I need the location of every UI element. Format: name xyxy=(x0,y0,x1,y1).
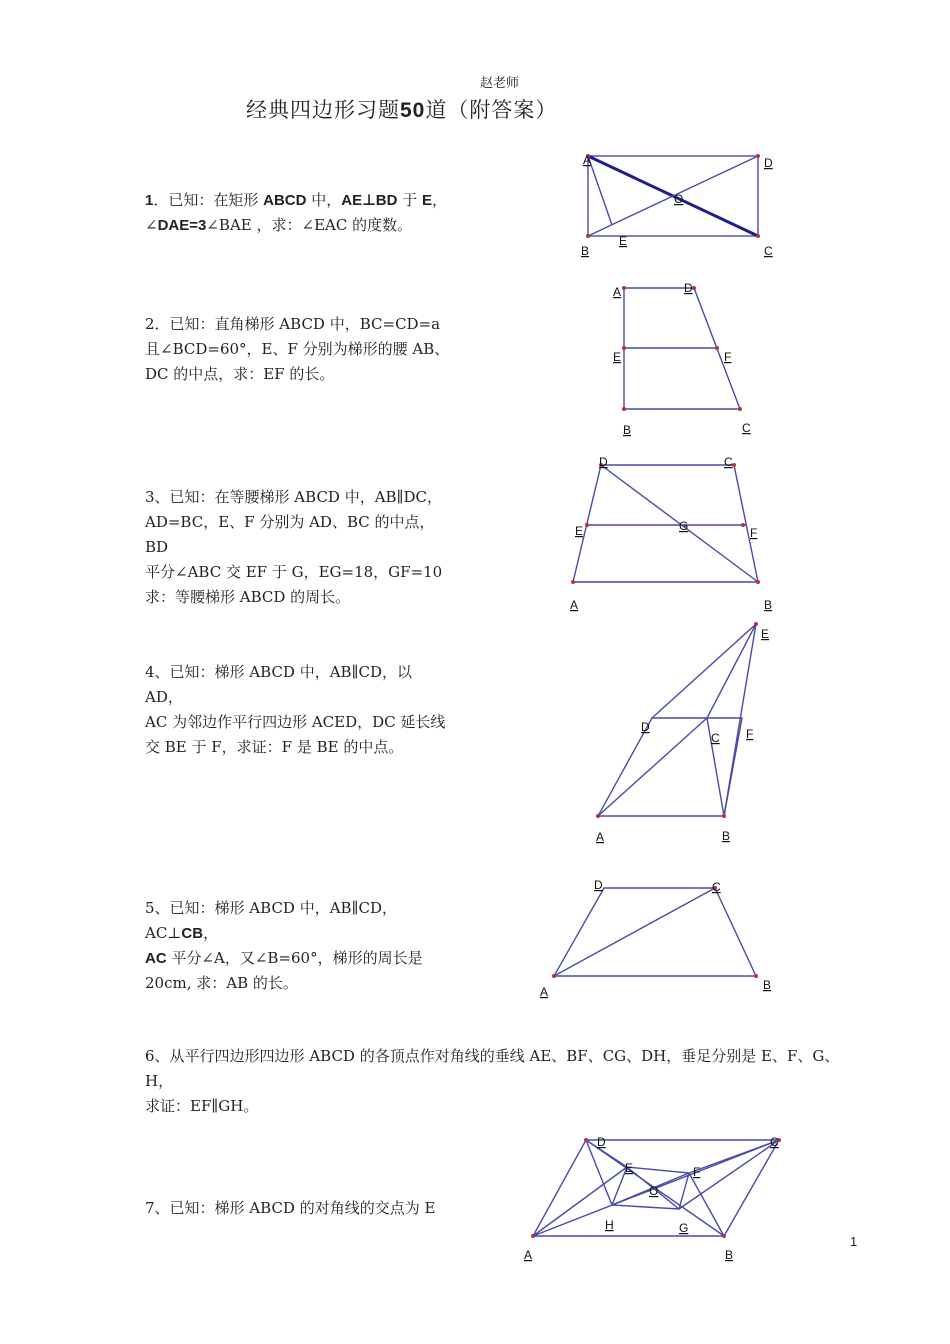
label-e: E xyxy=(761,627,770,641)
label-b: B xyxy=(764,598,773,612)
label-f: F xyxy=(693,1165,701,1179)
label-c: C xyxy=(711,731,720,745)
label-o: O xyxy=(674,192,684,206)
point xyxy=(584,1138,588,1142)
label-a: A xyxy=(613,285,622,299)
label-f: F xyxy=(750,526,758,540)
title-suffix: 道（附答案） xyxy=(425,98,558,122)
label-d: D xyxy=(684,281,693,295)
segment-fc xyxy=(689,1140,779,1173)
label-a: A xyxy=(583,153,592,167)
problem-1: 1．已知：在矩形 ABCD 中，AE⊥BD 于 E， ∠DAE=3∠BAE ，求：∠EAC 的度数。 xyxy=(145,191,448,234)
problem-2: 2．已知：直角梯形 ABCD 中，BC=CD=a 且∠BCD=60°，E、F 分别为梯形的腰 AB、 DC 的中点，求：EF 的长。 xyxy=(145,315,450,383)
label-c: C xyxy=(764,244,773,258)
label-c: C xyxy=(770,1135,779,1149)
label-b: B xyxy=(581,244,590,258)
label-g: G xyxy=(679,519,689,533)
label-b: B xyxy=(763,978,772,992)
label-a: A xyxy=(596,830,605,844)
point xyxy=(722,1234,726,1238)
point xyxy=(531,1234,535,1238)
author-name: 赵老师 xyxy=(480,76,520,91)
label-d: D xyxy=(599,455,608,469)
label-a: A xyxy=(524,1248,533,1262)
label-h: H xyxy=(605,1218,614,1232)
label-c: C xyxy=(724,455,733,469)
label-d: D xyxy=(764,156,773,170)
problem-6: 6、从平行四边形四边形 ABCD 的各顶点作对角线的垂线 AE、BF、CG、DH，垂足分别是 E、F、G、H， 求证：EF∥GH。 xyxy=(145,1047,840,1115)
label-o: O xyxy=(649,1184,659,1198)
label-c: C xyxy=(742,421,751,435)
label-d: D xyxy=(641,720,650,734)
segment-bf xyxy=(689,1173,724,1236)
label-e: E xyxy=(619,234,628,248)
label-e: E xyxy=(613,350,622,364)
label-b: B xyxy=(623,423,632,437)
problem-7: 7、已知：梯形 ABCD 的对角线的交点为 E xyxy=(145,1199,436,1217)
label-a: A xyxy=(540,985,549,999)
label-f: F xyxy=(746,727,754,741)
label-e: E xyxy=(575,524,584,538)
title-number: 50 xyxy=(400,99,426,122)
label-b: B xyxy=(722,829,731,843)
label-g: G xyxy=(679,1221,689,1235)
label-c: C xyxy=(712,880,721,894)
problem-3: 3、已知：在等腰梯形 ABCD 中，AB∥DC， AD=BC，E、F 分别为 AD、BC 的中点，BD 平分∠ABC 交 EF 于 G，EG=18，GF=10 求：等腰梯形 ABCD 的周长。 xyxy=(145,488,443,606)
problem-5: 5、已知：梯形 ABCD 中，AB∥CD，AC⊥CB， AC 平分∠A，又∠B=60°，梯形的周长是 20cm, 求：AB 的长。 xyxy=(145,899,423,992)
problem-4: 4、已知：梯形 ABCD 中，AB∥CD，以 AD， AC 为邻边作平行四边形 ACED，DC 延长线 交 BE 于 F，求证：F 是 BE 的中点。 xyxy=(145,663,446,756)
label-a: A xyxy=(570,598,579,612)
label-b: B xyxy=(725,1248,734,1262)
page-number: 1 xyxy=(850,1234,858,1249)
title-text: 经典四边形习题 xyxy=(246,98,400,122)
label-d: D xyxy=(594,878,603,892)
label-e: E xyxy=(625,1161,634,1175)
label-f: F xyxy=(724,350,732,364)
label-d: D xyxy=(597,1135,606,1149)
